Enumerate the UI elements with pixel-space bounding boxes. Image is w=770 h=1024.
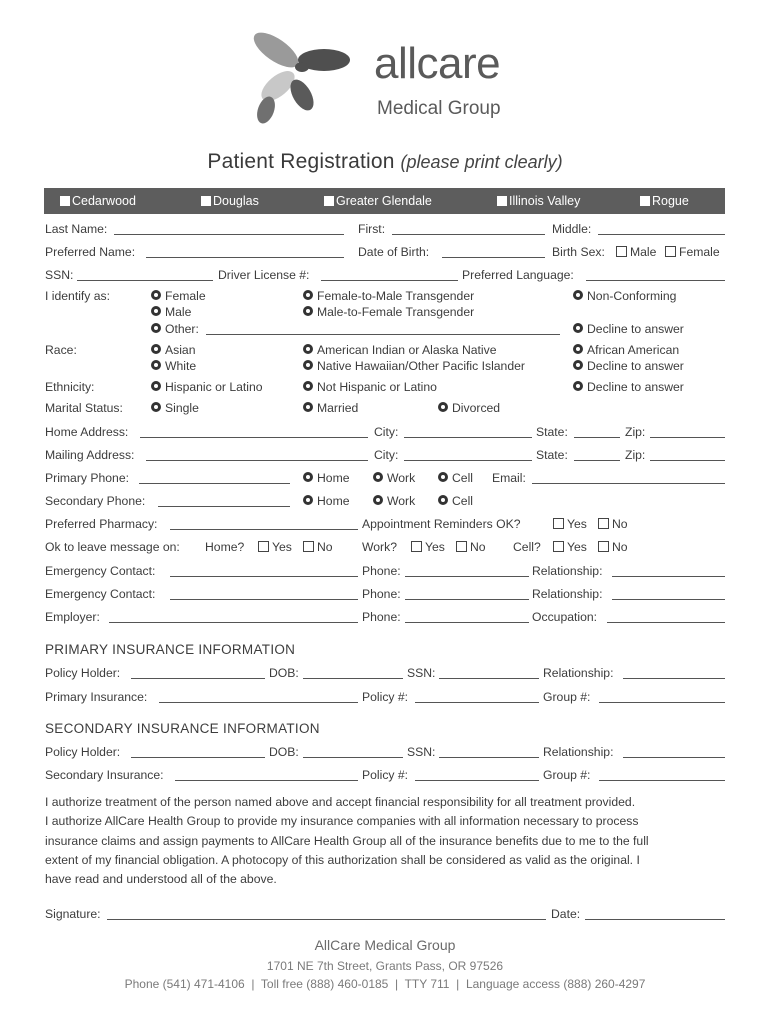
signature-field[interactable] xyxy=(107,919,546,920)
mailing-address-field[interactable] xyxy=(146,460,368,461)
primary-policy-holder-field[interactable] xyxy=(131,678,265,679)
appointment-reminders-label: Appointment Reminders OK? xyxy=(362,517,521,531)
birth-sex-female-label: Female xyxy=(679,245,720,259)
authorization-line: I authorize AllCare Health Group to provide my insurance companies with all information necessary to process xyxy=(45,814,639,829)
occupation-label: Occupation: xyxy=(532,610,598,624)
leave-cell-yes-label: Yes xyxy=(567,540,587,554)
secondary-dob-field[interactable] xyxy=(303,757,403,758)
mailing-address-label: Mailing Address: xyxy=(45,448,135,462)
home-state-field[interactable] xyxy=(574,437,620,438)
identity-male-label: Male xyxy=(165,305,192,319)
primary-phone-home-radio[interactable] xyxy=(303,472,313,482)
preferred-language-label: Preferred Language: xyxy=(462,268,574,282)
dob-field[interactable] xyxy=(442,257,545,258)
preferred-pharmacy-label: Preferred Pharmacy: xyxy=(45,517,158,531)
leave-cell-label: Cell? xyxy=(513,540,541,554)
first-name-label: First: xyxy=(358,222,386,236)
birth-sex-male-label: Male xyxy=(630,245,657,259)
ethnicity-hispanic-radio[interactable] xyxy=(151,381,161,391)
middle-name-label: Middle: xyxy=(552,222,592,236)
email-field[interactable] xyxy=(532,483,725,484)
email-label: Email: xyxy=(492,471,526,485)
identity-mtf-label: Male-to-Female Transgender xyxy=(317,305,475,319)
preferred-pharmacy-field[interactable] xyxy=(170,529,358,530)
mailing-city-field[interactable] xyxy=(404,460,532,461)
location-bar xyxy=(44,188,725,214)
ethnicity-not-hispanic-label: Not Hispanic or Latino xyxy=(317,380,437,394)
primary-phone-field[interactable] xyxy=(139,483,290,484)
primary-phone-cell-label: Cell xyxy=(452,471,473,485)
primary-policy-no-label: Policy #: xyxy=(362,690,409,704)
authorization-line: insurance claims and assign payments to AllCare Health Group all of the insurance benefits due to me to the full xyxy=(45,833,649,848)
identity-ftm-label: Female-to-Male Transgender xyxy=(317,289,475,303)
leave-home-no-checkbox[interactable] xyxy=(303,541,314,552)
secondary-dob-label: DOB: xyxy=(269,745,299,759)
leave-work-yes-checkbox[interactable] xyxy=(411,541,422,552)
leave-home-label: Home? xyxy=(205,540,245,554)
mailing-state-label: State: xyxy=(536,448,568,462)
primary-ssn-label: SSN: xyxy=(407,666,436,680)
secondary-policy-holder-field[interactable] xyxy=(131,757,265,758)
marital-divorced-label: Divorced xyxy=(452,401,501,415)
home-zip-field[interactable] xyxy=(650,437,725,438)
first-name-field[interactable] xyxy=(392,234,545,235)
marital-married-radio[interactable] xyxy=(303,402,313,412)
dob-label: Date of Birth: xyxy=(358,245,430,259)
leave-work-no-label: No xyxy=(470,540,486,554)
secondary-phone-cell-radio[interactable] xyxy=(438,495,448,505)
secondary-policy-no-field[interactable] xyxy=(415,780,539,781)
preferred-name-label: Preferred Name: xyxy=(45,245,136,259)
primary-policy-no-field[interactable] xyxy=(415,702,539,703)
emergency-phone-2-label: Phone: xyxy=(362,587,401,601)
race-african-american-radio[interactable] xyxy=(573,344,583,354)
secondary-insurance-field[interactable] xyxy=(175,780,358,781)
leave-cell-no-checkbox[interactable] xyxy=(598,541,609,552)
identity-non-conforming-radio[interactable] xyxy=(573,290,583,300)
title-main: Patient Registration xyxy=(207,150,395,173)
page-title xyxy=(0,150,770,174)
allcare-flower-icon xyxy=(240,30,370,130)
secondary-phone-work-label: Work xyxy=(387,494,416,508)
secondary-phone-field[interactable] xyxy=(158,506,290,507)
leave-work-yes-label: Yes xyxy=(425,540,445,554)
race-native-hawaiian-radio[interactable] xyxy=(303,360,313,370)
marital-single-radio[interactable] xyxy=(151,402,161,412)
home-address-label: Home Address: xyxy=(45,425,129,439)
employer-field[interactable] xyxy=(109,622,358,623)
secondary-relationship-field[interactable] xyxy=(623,757,725,758)
identity-other-field[interactable] xyxy=(206,334,560,335)
emergency-contact-2-label: Emergency Contact: xyxy=(45,587,156,601)
race-decline-radio[interactable] xyxy=(573,360,583,370)
leave-work-label: Work? xyxy=(362,540,397,554)
race-american-indian-label: American Indian or Alaska Native xyxy=(317,343,497,357)
mailing-city-label: City: xyxy=(374,448,399,462)
footer-address: 1701 NE 7th Street, Grants Pass, OR 97526 xyxy=(266,959,504,973)
secondary-phone-work-radio[interactable] xyxy=(373,495,383,505)
mailing-state-field[interactable] xyxy=(574,460,620,461)
last-name-field[interactable] xyxy=(114,234,344,235)
emergency-phone-1-label: Phone: xyxy=(362,564,401,578)
secondary-ssn-field[interactable] xyxy=(439,757,539,758)
identity-male-radio[interactable] xyxy=(151,306,161,316)
ethnicity-decline-radio[interactable] xyxy=(573,381,583,391)
emergency-phone-1-field[interactable] xyxy=(405,576,529,577)
logo xyxy=(240,30,540,130)
employer-label: Employer: xyxy=(45,610,100,624)
secondary-phone-label: Secondary Phone: xyxy=(45,494,146,508)
leave-cell-no-label: No xyxy=(612,540,628,554)
home-state-label: State: xyxy=(536,425,568,439)
race-decline-label: Decline to answer xyxy=(587,359,684,373)
emergency-relationship-1-label: Relationship: xyxy=(532,564,603,578)
leave-home-yes-label: Yes xyxy=(272,540,292,554)
ethnicity-label: Ethnicity: xyxy=(45,380,95,394)
secondary-phone-home-radio[interactable] xyxy=(303,495,313,505)
driver-license-label: Driver License #: xyxy=(218,268,310,282)
secondary-insurance-label: Secondary Insurance: xyxy=(45,768,164,782)
race-asian-label: Asian xyxy=(165,343,196,357)
leave-home-yes-checkbox[interactable] xyxy=(258,541,269,552)
signature-label: Signature: xyxy=(45,907,101,921)
primary-insurance-label: Primary Insurance: xyxy=(45,690,148,704)
brand-subtitle: Medical Group xyxy=(377,98,501,119)
identity-decline-label: Decline to answer xyxy=(587,322,684,336)
secondary-phone-cell-label: Cell xyxy=(452,494,473,508)
identity-ftm-radio[interactable] xyxy=(303,290,313,300)
primary-phone-work-radio[interactable] xyxy=(373,472,383,482)
identity-decline-radio[interactable] xyxy=(573,323,583,333)
checkbox-icon xyxy=(60,196,70,206)
leave-home-no-label: No xyxy=(317,540,333,554)
primary-group-no-label: Group #: xyxy=(543,690,591,704)
checkbox-icon xyxy=(640,196,650,206)
preferred-language-field[interactable] xyxy=(586,280,725,281)
marital-status-label: Marital Status: xyxy=(45,401,123,415)
race-white-label: White xyxy=(165,359,197,373)
race-asian-radio[interactable] xyxy=(151,344,161,354)
emergency-contact-1-field[interactable] xyxy=(170,576,358,577)
ssn-field[interactable] xyxy=(77,280,213,281)
signature-date-field[interactable] xyxy=(585,919,725,920)
race-american-indian-radio[interactable] xyxy=(303,344,313,354)
identity-other-radio[interactable] xyxy=(151,323,161,333)
middle-name-field[interactable] xyxy=(598,234,725,235)
title-note: (please print clearly) xyxy=(400,152,563,172)
birth-sex-female-checkbox[interactable] xyxy=(665,246,676,257)
primary-phone-cell-radio[interactable] xyxy=(438,472,448,482)
primary-group-no-field[interactable] xyxy=(599,702,725,703)
secondary-group-no-field[interactable] xyxy=(599,780,725,781)
home-city-label: City: xyxy=(374,425,399,439)
primary-ssn-field[interactable] xyxy=(439,678,539,679)
location-cedarwood[interactable]: Cedarwood xyxy=(60,194,136,208)
identity-other-label: Other: xyxy=(165,322,199,336)
home-city-field[interactable] xyxy=(404,437,532,438)
primary-phone-work-label: Work xyxy=(387,471,416,485)
primary-insurance-heading: PRIMARY INSURANCE INFORMATION xyxy=(45,642,296,657)
authorization-line: I authorize treatment of the person named above and accept financial responsibility for all treatment provided. xyxy=(45,795,636,809)
reminders-yes-label: Yes xyxy=(567,517,587,531)
footer-contacts: Phone (541) 471-4106 | Toll free (888) 460-0185 | TTY 711 | Language access (888) 260-4297 xyxy=(124,977,646,991)
secondary-relationship-label: Relationship: xyxy=(543,745,614,759)
primary-phone-home-label: Home xyxy=(317,471,350,485)
location-greater-glendale[interactable]: Greater Glendale xyxy=(324,194,432,208)
last-name-label: Last Name: xyxy=(45,222,108,236)
home-address-field[interactable] xyxy=(140,437,368,438)
location-illinois-valley[interactable]: Illinois Valley xyxy=(497,194,580,208)
primary-relationship-label: Relationship: xyxy=(543,666,614,680)
reminders-no-checkbox[interactable] xyxy=(598,518,609,529)
reminders-no-label: No xyxy=(612,517,628,531)
identity-mtf-radio[interactable] xyxy=(303,306,313,316)
mailing-zip-field[interactable] xyxy=(650,460,725,461)
race-african-american-label: African American xyxy=(587,343,680,357)
authorization-line: have read and understood all of the above. xyxy=(45,872,277,887)
secondary-group-no-label: Group #: xyxy=(543,768,591,782)
location-douglas[interactable]: Douglas xyxy=(201,194,259,208)
birth-sex-label: Birth Sex: xyxy=(552,245,605,259)
marital-married-label: Married xyxy=(317,401,359,415)
marital-single-label: Single xyxy=(165,401,199,415)
signature-date-label: Date: xyxy=(551,907,581,921)
checkbox-icon xyxy=(201,196,211,206)
secondary-policy-holder-label: Policy Holder: xyxy=(45,745,121,759)
checkbox-icon xyxy=(324,196,334,206)
emergency-contact-1-label: Emergency Contact: xyxy=(45,564,156,578)
marital-divorced-radio[interactable] xyxy=(438,402,448,412)
emergency-phone-2-field[interactable] xyxy=(405,599,529,600)
primary-relationship-field[interactable] xyxy=(623,678,725,679)
emergency-contact-2-field[interactable] xyxy=(170,599,358,600)
mailing-zip-label: Zip: xyxy=(625,448,646,462)
secondary-insurance-heading: SECONDARY INSURANCE INFORMATION xyxy=(45,721,320,736)
primary-phone-label: Primary Phone: xyxy=(45,471,129,485)
ethnicity-not-hispanic-radio[interactable] xyxy=(303,381,313,391)
checkbox-icon xyxy=(497,196,507,206)
ethnicity-hispanic-label: Hispanic or Latino xyxy=(165,380,263,394)
identity-non-conforming-label: Non-Conforming xyxy=(587,289,677,303)
location-rogue[interactable]: Rogue xyxy=(640,194,689,208)
preferred-name-field[interactable] xyxy=(146,257,344,258)
secondary-policy-no-label: Policy #: xyxy=(362,768,409,782)
primary-dob-label: DOB: xyxy=(269,666,299,680)
race-label: Race: xyxy=(45,343,77,357)
identity-female-label: Female xyxy=(165,289,206,303)
secondary-phone-home-label: Home xyxy=(317,494,350,508)
driver-license-field[interactable] xyxy=(321,280,458,281)
leave-message-label: Ok to leave message on: xyxy=(45,540,180,554)
birth-sex-male-checkbox[interactable] xyxy=(616,246,627,257)
identity-female-radio[interactable] xyxy=(151,290,161,300)
home-zip-label: Zip: xyxy=(625,425,646,439)
footer-org: AllCare Medical Group xyxy=(314,937,456,953)
primary-dob-field[interactable] xyxy=(303,678,403,679)
leave-work-no-checkbox[interactable] xyxy=(456,541,467,552)
authorization-text xyxy=(45,793,735,889)
primary-insurance-field[interactable] xyxy=(159,702,358,703)
emergency-relationship-2-label: Relationship: xyxy=(532,587,603,601)
emergency-relationship-1-field[interactable] xyxy=(612,576,725,577)
ssn-label: SSN: xyxy=(45,268,74,282)
primary-policy-holder-label: Policy Holder: xyxy=(45,666,121,680)
employer-phone-field[interactable] xyxy=(405,622,529,623)
identify-as-label: I identify as: xyxy=(45,289,111,303)
race-native-hawaiian-label: Native Hawaiian/Other Pacific Islander xyxy=(317,359,525,373)
occupation-field[interactable] xyxy=(607,622,725,623)
employer-phone-label: Phone: xyxy=(362,610,401,624)
reminders-yes-checkbox[interactable] xyxy=(553,518,564,529)
emergency-relationship-2-field[interactable] xyxy=(612,599,725,600)
secondary-ssn-label: SSN: xyxy=(407,745,436,759)
ethnicity-decline-label: Decline to answer xyxy=(587,380,684,394)
authorization-line: extent of my financial obligation. A photocopy of this authorization shall be considered as valid as the original. I xyxy=(45,852,640,867)
leave-cell-yes-checkbox[interactable] xyxy=(553,541,564,552)
brand-name: allcare xyxy=(374,39,501,88)
race-white-radio[interactable] xyxy=(151,360,161,370)
